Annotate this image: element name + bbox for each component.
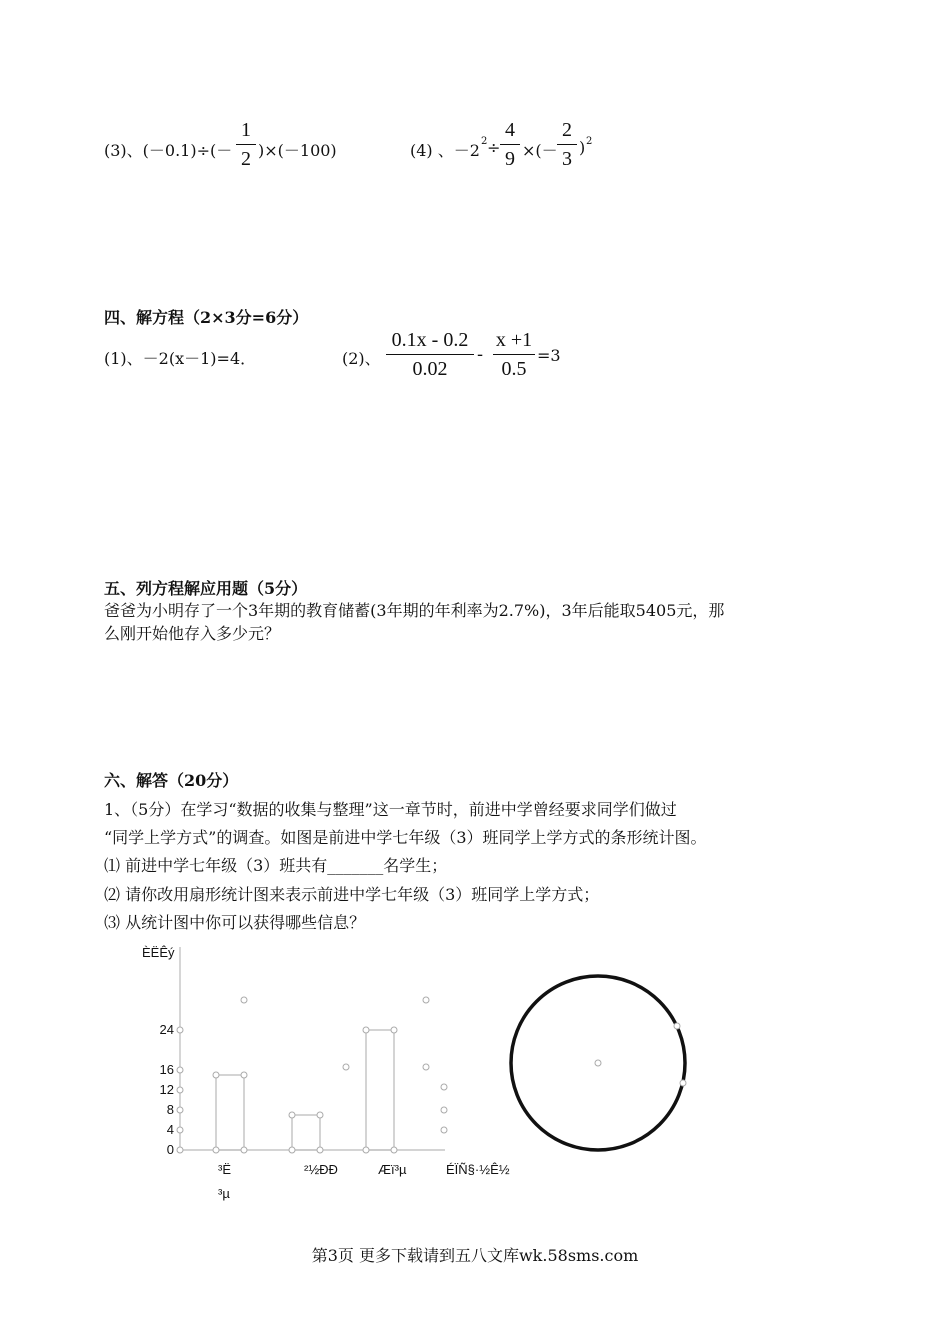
- y-tick-marker: [177, 1087, 183, 1093]
- section6-heading: 六、解答（20分）: [104, 771, 239, 790]
- bar-handle: [391, 1027, 397, 1033]
- section6-line1: 1、（5分）在学习“数据的收集与整理”这一章节时，前进中学曾经要求同学们做过: [104, 800, 677, 819]
- section6-q3: ⑶ 从统计图中你可以获得哪些信息？: [104, 913, 366, 932]
- q3-frac-num: 1: [241, 119, 251, 141]
- q4-fraction-1: [500, 118, 520, 171]
- q3-frac-den: 2: [241, 148, 251, 170]
- section4-minus: -: [477, 344, 484, 365]
- bar-handle: [241, 1072, 247, 1078]
- section4-frac2-den: 0.5: [501, 358, 527, 380]
- q4-frac1-den: 9: [505, 148, 515, 170]
- pie-center-dot: [595, 1060, 601, 1066]
- bar: [292, 1115, 320, 1150]
- section6-q2: ⑵ 请你改用扇形统计图来表示前进中学七年级（3）班同学上学方式；: [104, 885, 600, 904]
- section4-heading: 四、解方程（2×3分=6分）: [104, 308, 309, 327]
- section6-q1: ⑴ 前进中学七年级（3）班共有_______名学生；: [104, 856, 448, 875]
- q3-fraction: [236, 118, 256, 171]
- y-tick-label: 0: [166, 1142, 174, 1157]
- category-label: ²½ÐÐ: [304, 1162, 338, 1177]
- y-tick-label: 8: [166, 1102, 174, 1117]
- section5-line1: 爸爸为小明存了一个3年期的教育储蓄(3年期的年利率为2.7%)，3年后能取5405元，那: [104, 601, 725, 620]
- section5-heading: 五、列方程解应用题（5分）: [104, 579, 308, 598]
- y-axis-label: ÈËÊý: [142, 945, 175, 960]
- bar-chart: [130, 935, 550, 1205]
- chart-handle: [441, 1107, 447, 1113]
- q4-frac1-num: 4: [505, 119, 515, 141]
- category-label: ³µ: [218, 1186, 230, 1201]
- bar-handle: [241, 1147, 247, 1153]
- y-tick-label: 4: [166, 1122, 174, 1137]
- pie-circle: [500, 965, 700, 1165]
- chart-handle: [241, 997, 247, 1003]
- bar: [366, 1030, 394, 1150]
- q4-exp1: 2: [481, 136, 488, 147]
- chart-handle: [441, 1127, 447, 1133]
- bar-handle: [213, 1147, 219, 1153]
- section6-line2: “同学上学方式”的调查。如图是前进中学七年级（3）班同学上学方式的条形统计图。: [104, 828, 707, 847]
- section4-fraction-2: [493, 328, 535, 381]
- pie-handle: [680, 1080, 686, 1086]
- section5-line2: 么刚开始他存入多少元？: [104, 624, 281, 643]
- y-tick-marker: [177, 1067, 183, 1073]
- chart-handle: [423, 1064, 429, 1070]
- category-label: ÉÏÑ§·½Ê½: [446, 1162, 510, 1177]
- chart-handle: [423, 997, 429, 1003]
- q4-div: ÷: [487, 138, 501, 157]
- y-tick-marker: [177, 1127, 183, 1133]
- chart-handle: [343, 1064, 349, 1070]
- category-label: Æï³µ: [378, 1162, 407, 1177]
- q4-fraction-2: [557, 118, 577, 171]
- section4-eq1: (1)、－2(x－1)=4．: [104, 349, 257, 368]
- section4-rhs: =3: [537, 346, 561, 365]
- y-tick-marker: [177, 1147, 183, 1153]
- q3-suffix: )×(－100): [258, 141, 337, 160]
- bar-handle: [289, 1147, 295, 1153]
- chart-handle: [441, 1084, 447, 1090]
- section4-frac1-den: 0.02: [412, 358, 448, 380]
- section4-eq2-prefix: (2)、: [342, 349, 381, 368]
- y-tick-label: 24: [159, 1022, 174, 1037]
- y-tick-label: 12: [159, 1082, 174, 1097]
- section4-fraction-1: [386, 328, 474, 381]
- q4-mid: ×(－: [522, 141, 558, 160]
- section4-frac1-num: 0.1x - 0.2: [391, 329, 469, 351]
- section4-frac2-num: x +1: [495, 329, 533, 351]
- bar: [216, 1075, 244, 1150]
- q4-frac2-den: 3: [562, 148, 572, 170]
- bar-handle: [363, 1027, 369, 1033]
- y-tick-marker: [177, 1027, 183, 1033]
- bar-handle: [289, 1112, 295, 1118]
- category-label: ³Ë: [218, 1162, 231, 1177]
- q4-exp2: 2: [586, 136, 593, 147]
- bar-handle: [391, 1147, 397, 1153]
- bar-handle: [363, 1147, 369, 1153]
- bar-handle: [213, 1072, 219, 1078]
- q4-frac2-num: 2: [562, 119, 572, 141]
- y-tick-label: 16: [159, 1062, 174, 1077]
- q4-close: ): [579, 138, 586, 157]
- page-footer: 第3页 更多下载请到五八文库wk.58sms.com: [311, 1246, 639, 1265]
- q3-prefix: (3)、(－0.1)÷(－: [104, 141, 233, 160]
- pie-handle: [674, 1023, 680, 1029]
- bar-handle: [317, 1147, 323, 1153]
- q4-prefix: (4) 、－2: [410, 141, 480, 160]
- bar-handle: [317, 1112, 323, 1118]
- y-tick-marker: [177, 1107, 183, 1113]
